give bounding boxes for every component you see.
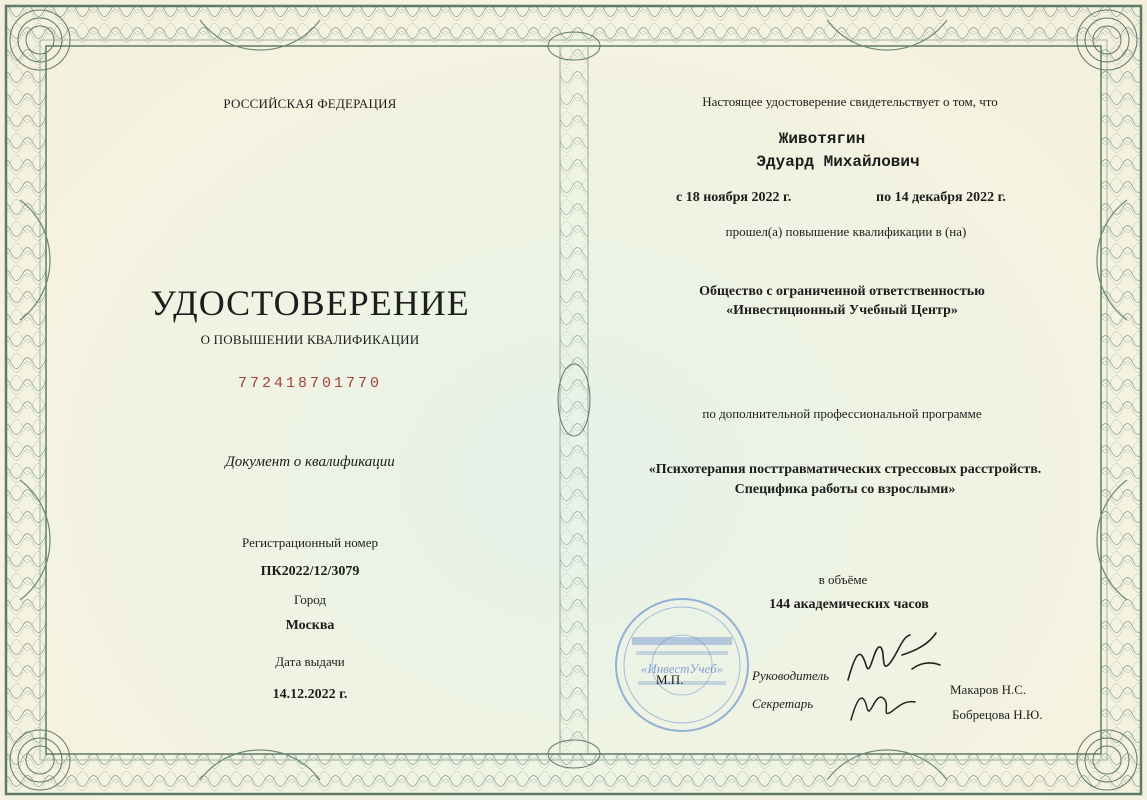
registration-number: ПК2022/12/3079 — [260, 564, 360, 579]
holder-surname: Животягин — [778, 130, 866, 148]
passed-text: прошел(а) повышение квалификации в (на) — [725, 224, 967, 239]
head-name: Макаров Н.С. — [950, 682, 1027, 697]
intro-text: Настоящее удостоверение свидетельствует о том, что — [702, 94, 998, 109]
city-label: Город — [293, 592, 327, 607]
document-subtitle: О ПОВЫШЕНИИ КВАЛИФИКАЦИИ — [200, 332, 420, 347]
program-line-1: «Психотерапия посттравматических стрессовых расстройств. — [648, 462, 1042, 477]
program-label: по дополнительной профессиональной программе — [702, 406, 982, 421]
issue-date: 14.12.2022 г. — [272, 687, 348, 702]
registration-label: Регистрационный номер — [242, 535, 378, 550]
program-line-2: Специфика работы со взрослыми» — [734, 482, 956, 497]
organization-line-2: «Инвестиционный Учебный Центр» — [726, 303, 958, 318]
date-from: с 18 ноября 2022 г. — [676, 190, 792, 205]
serial-number: 772418701770 — [237, 375, 383, 392]
head-label: Руководитель — [752, 668, 830, 683]
organization-stamp — [612, 595, 752, 735]
volume-label: в объёме — [818, 572, 868, 587]
volume-value: 144 академических часов — [769, 597, 929, 612]
document-type: Документ о квалификации — [225, 454, 395, 470]
secretary-label: Секретарь — [752, 696, 814, 711]
document-title: УДОСТОВЕРЕНИЕ — [150, 283, 470, 323]
holder-given-names: Эдуард Михайлович — [756, 153, 920, 171]
svg-text:«ИнвестУчеб»: «ИнвестУчеб» — [640, 661, 724, 676]
secretary-signature — [845, 680, 925, 730]
city-value: Москва — [285, 618, 335, 633]
organization-line-1: Общество с ограниченной ответственностью — [699, 284, 985, 299]
date-to: по 14 декабря 2022 г. — [876, 190, 1006, 205]
issue-date-label: Дата выдачи — [275, 654, 345, 669]
seal-place-label: М.П. — [656, 672, 684, 687]
secretary-name: Бобрецова Н.Ю. — [952, 707, 1043, 722]
country-label: РОССИЙСКАЯ ФЕДЕРАЦИЯ — [223, 96, 397, 111]
